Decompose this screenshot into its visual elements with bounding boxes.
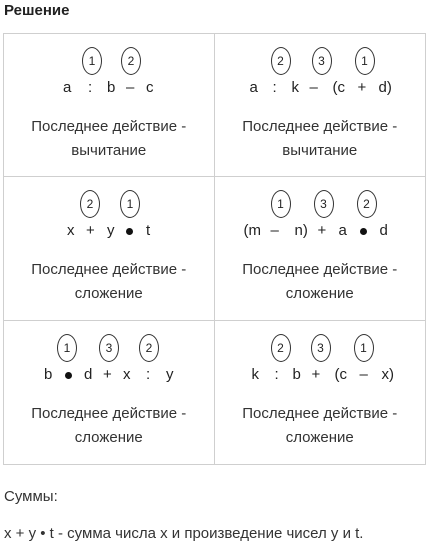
table-cell (4, 321, 215, 464)
action-order (215, 334, 426, 362)
expr-token: – (309, 79, 318, 96)
caption-line: Последнее действие - (242, 118, 398, 135)
caption-result: вычитание (71, 142, 147, 159)
expr-token: y (166, 365, 174, 383)
expr-token: a (63, 79, 72, 96)
last-action-caption (4, 258, 214, 306)
expr-token: k (291, 79, 299, 96)
expr-token: t (146, 222, 151, 240)
table-cell (215, 321, 426, 464)
expr-token: k (251, 365, 259, 383)
order-circle: 2 (357, 190, 377, 218)
expr-token: – (126, 79, 135, 96)
table-cell (215, 177, 426, 320)
expr-token: d (379, 222, 388, 240)
multiply-dot-icon (360, 228, 367, 235)
expr-token: a (338, 222, 347, 240)
caption-result: сложение (285, 428, 354, 446)
order-circle: 2 (121, 47, 141, 75)
caption-line: Последнее действие - (242, 404, 398, 422)
expression (4, 366, 214, 386)
order-circle: 3 (311, 334, 331, 362)
multiply-dot-icon (126, 228, 133, 235)
expr-token: b (44, 365, 53, 383)
order-circle: 1 (120, 190, 140, 218)
expr-token: – (359, 365, 368, 383)
caption-line: Последнее действие - (31, 261, 187, 279)
order-circle: 1 (82, 47, 102, 75)
expr-token: – (270, 222, 279, 240)
order-circle: 1 (271, 190, 291, 218)
action-order (4, 47, 214, 75)
expr-token: : (272, 79, 277, 96)
expr-token: : (274, 365, 279, 383)
expr-token: (m (243, 222, 261, 240)
expression (4, 222, 214, 242)
last-action-caption (4, 115, 214, 163)
expr-token: a (249, 79, 258, 96)
expr-token: : (146, 365, 151, 383)
expr-token: d (84, 365, 93, 383)
table-cell (215, 34, 426, 177)
action-order (215, 47, 426, 75)
caption-result: сложение (74, 285, 143, 303)
expr-token: (c (332, 79, 345, 96)
order-circle: 3 (99, 334, 119, 362)
operations-table (3, 33, 426, 465)
last-action-caption (4, 402, 214, 450)
expression (4, 79, 214, 99)
table-cell (4, 177, 215, 320)
expression (215, 79, 426, 99)
order-circle: 1 (57, 334, 77, 362)
sums-label: Суммы: (4, 488, 58, 505)
order-circle: 1 (354, 334, 374, 362)
expr-token: y (107, 222, 115, 240)
expr-token: + (357, 79, 367, 96)
caption-line: Последнее действие - (31, 404, 187, 422)
expr-token: d) (378, 79, 392, 96)
order-circle: 2 (271, 334, 291, 362)
expression (215, 222, 426, 242)
order-circle: 2 (139, 334, 159, 362)
expr-token: + (86, 222, 95, 240)
multiply-dot-icon (65, 372, 72, 379)
caption-result: сложение (285, 285, 354, 303)
order-circle: 3 (312, 47, 332, 75)
expr-token: + (311, 365, 321, 383)
action-order (4, 190, 214, 218)
sums-explanation: x + y • t - сумма числа x и произведение чисел y и t. (4, 525, 364, 542)
expr-token: (c (334, 365, 347, 383)
order-circle: 3 (314, 190, 334, 218)
caption-line: Последнее действие - (31, 118, 187, 135)
solution-heading: Решение (4, 2, 70, 19)
caption-result: сложение (74, 428, 143, 446)
expr-token: + (103, 365, 112, 383)
expr-token: n) (294, 222, 308, 240)
expr-token: x (123, 365, 131, 383)
expr-token: x) (381, 365, 394, 383)
order-circle: 2 (80, 190, 100, 218)
order-circle: 2 (271, 47, 291, 75)
last-action-caption (215, 115, 426, 163)
table-cell (4, 34, 215, 177)
expr-token: c (146, 79, 154, 96)
expr-token: : (88, 79, 93, 96)
expr-token: x (67, 222, 75, 240)
last-action-caption (215, 402, 426, 450)
action-order (215, 190, 426, 218)
expr-token: b (292, 365, 301, 383)
caption-line: Последнее действие - (242, 261, 398, 279)
expr-token: + (317, 222, 327, 240)
caption-result: вычитание (282, 142, 358, 159)
action-order (4, 334, 214, 362)
expression (215, 366, 426, 386)
expr-token: b (107, 79, 116, 96)
last-action-caption (215, 258, 426, 306)
order-circle: 1 (355, 47, 375, 75)
